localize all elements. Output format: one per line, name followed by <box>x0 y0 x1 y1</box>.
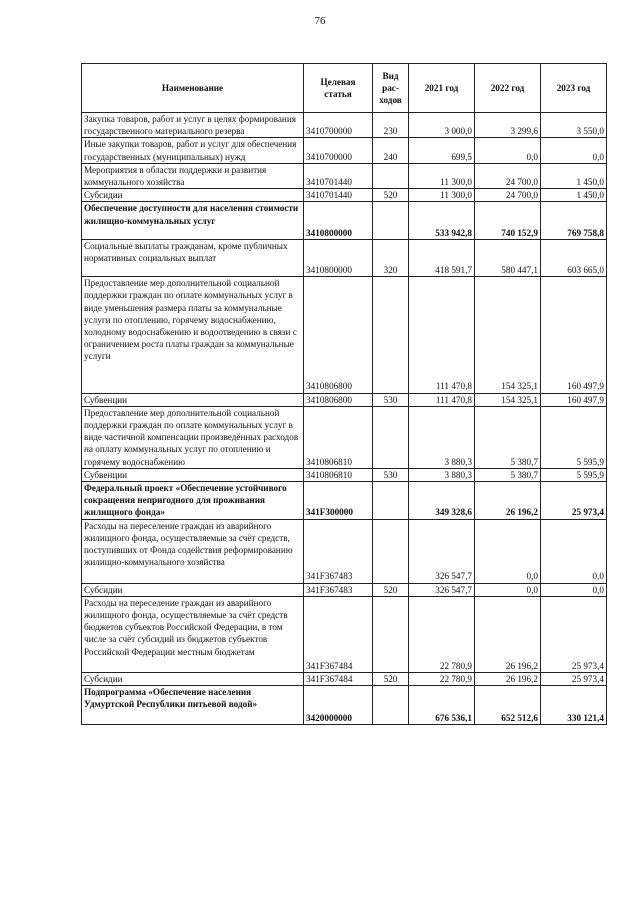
row-2021: 11 300,0 <box>409 189 475 202</box>
budget-table <box>81 63 607 725</box>
row-type: 520 <box>373 672 409 685</box>
row-name: Обеспечение доступности для населения стоимости жилищно-коммунальных услуг <box>82 202 304 239</box>
row-2022: 0,0 <box>475 138 541 163</box>
row-name: Субвенции <box>82 393 304 406</box>
table-row <box>82 672 607 685</box>
table-row <box>82 239 607 276</box>
row-code: 341F367483 <box>304 519 373 583</box>
row-code: 3410806800 <box>304 277 373 393</box>
row-code: 3420000000 <box>304 685 373 724</box>
row-code: 3410800000 <box>304 239 373 276</box>
row-code: 3410806810 <box>304 406 373 468</box>
row-code: 341F367483 <box>304 583 373 596</box>
row-type <box>373 277 409 393</box>
row-type: 320 <box>373 239 409 276</box>
row-type <box>373 519 409 583</box>
row-2023: 330 121,4 <box>541 685 607 724</box>
row-2021: 111 470,8 <box>409 277 475 393</box>
table-row <box>82 202 607 239</box>
row-type <box>373 596 409 672</box>
row-2023: 0,0 <box>541 583 607 596</box>
row-type: 520 <box>373 583 409 596</box>
row-code: 3410701440 <box>304 189 373 202</box>
row-2022: 740 152,9 <box>475 202 541 239</box>
row-2022: 154 325,1 <box>475 277 541 393</box>
header-name: Наименование <box>82 64 304 113</box>
row-name: Субсидии <box>82 583 304 596</box>
table-header-row <box>82 64 607 113</box>
row-code: 341F367484 <box>304 596 373 672</box>
row-code: 3410700000 <box>304 138 373 163</box>
table-row <box>82 277 607 393</box>
row-2023: 1 450,0 <box>541 189 607 202</box>
row-2021: 22 780,9 <box>409 596 475 672</box>
row-2022: 26 196,2 <box>475 596 541 672</box>
row-2022: 154 325,1 <box>475 393 541 406</box>
row-2021: 349 328,6 <box>409 482 475 520</box>
row-code: 3410700000 <box>304 113 373 138</box>
table-row <box>82 138 607 163</box>
row-2021: 22 780,9 <box>409 672 475 685</box>
header-2022: 2022 год <box>475 64 541 113</box>
row-code: 3410806810 <box>304 468 373 481</box>
header-2023: 2023 год <box>541 64 607 113</box>
row-code: 341F367484 <box>304 672 373 685</box>
row-2023: 25 973,4 <box>541 596 607 672</box>
row-2022: 0,0 <box>475 519 541 583</box>
row-code: 341F300000 <box>304 482 373 520</box>
header-2021: 2021 год <box>409 64 475 113</box>
row-name: Подпрограмма «Обеспечение населения Удмуртской Республики питьевой водой» <box>82 685 304 724</box>
table-row <box>82 482 607 520</box>
row-2022: 5 380,7 <box>475 406 541 468</box>
row-2022: 652 512,6 <box>475 685 541 724</box>
row-2022: 3 299,6 <box>475 113 541 138</box>
page-number: 76 <box>314 15 326 27</box>
row-2021: 111 470,8 <box>409 393 475 406</box>
row-name: Федеральный проект «Обеспечение устойчивого сокращения непригодного для проживания жилищного фонда» <box>82 482 304 520</box>
row-2021: 418 591,7 <box>409 239 475 276</box>
row-2022: 26 196,2 <box>475 672 541 685</box>
row-2022: 24 700,0 <box>475 189 541 202</box>
row-2021: 3 000,0 <box>409 113 475 138</box>
table-row <box>82 519 607 583</box>
row-2023: 5 595,9 <box>541 468 607 481</box>
table-row <box>82 685 607 724</box>
row-2023: 1 450,0 <box>541 163 607 188</box>
row-2021: 676 536,1 <box>409 685 475 724</box>
row-name: Предоставление мер дополнительной социальной поддержки граждан по оплате коммунальных услуг в виде уменьшения размера платы за коммунальные услуги по отоплению, горячему водоснабжению, холодному водоснабжению и водоотведению в связи с ограничением роста платы граждан за коммунальные услуги <box>82 277 304 393</box>
row-2021: 3 880,3 <box>409 406 475 468</box>
row-2023: 0,0 <box>541 519 607 583</box>
row-2023: 160 497,9 <box>541 277 607 393</box>
row-2023: 25 973,4 <box>541 482 607 520</box>
row-type: 520 <box>373 189 409 202</box>
table-row <box>82 393 607 406</box>
table-row <box>82 189 607 202</box>
row-name: Закупка товаров, работ и услуг в целях формирования государственного материального резерва <box>82 113 304 138</box>
row-code: 3410806800 <box>304 393 373 406</box>
table-row <box>82 583 607 596</box>
row-type: 530 <box>373 393 409 406</box>
row-name: Субвенции <box>82 468 304 481</box>
row-2023: 25 973,4 <box>541 672 607 685</box>
table-row <box>82 406 607 468</box>
row-2021: 699,5 <box>409 138 475 163</box>
row-type <box>373 482 409 520</box>
table-row <box>82 113 607 138</box>
row-2021: 326 547,7 <box>409 583 475 596</box>
row-2023: 5 595,9 <box>541 406 607 468</box>
row-name: Социальные выплаты гражданам, кроме публичных нормативных социальных выплат <box>82 239 304 276</box>
row-type <box>373 163 409 188</box>
row-type <box>373 685 409 724</box>
row-2023: 769 758,8 <box>541 202 607 239</box>
row-name: Субсидии <box>82 189 304 202</box>
row-type: 230 <box>373 113 409 138</box>
row-2021: 326 547,7 <box>409 519 475 583</box>
row-2022: 26 196,2 <box>475 482 541 520</box>
header-code: Целевая статья <box>304 64 373 113</box>
row-2023: 603 665,0 <box>541 239 607 276</box>
table-row <box>82 596 607 672</box>
row-name: Иные закупки товаров, работ и услуг для обеспечения государственных (муниципальных) нужд <box>82 138 304 163</box>
table-row <box>82 468 607 481</box>
row-2021: 533 942,8 <box>409 202 475 239</box>
row-2023: 160 497,9 <box>541 393 607 406</box>
row-code: 3410800000 <box>304 202 373 239</box>
table-row <box>82 163 607 188</box>
row-2022: 24 700,0 <box>475 163 541 188</box>
row-type <box>373 406 409 468</box>
row-name: Расходы на переселение граждан из аварийного жилищного фонда, осуществляемые за счёт средств бюджетов субъектов Российской Федерации, в том числе за счёт субсидий из бюджетов субъектов Российской Федерации местным бюджетам <box>82 596 304 672</box>
row-name: Расходы на переселение граждан из аварийного жилищного фонда, осуществляемые за счёт средств, поступивших от Фонда содействия реформированию жилищно-коммунального хозяйства <box>82 519 304 583</box>
row-2022: 580 447,1 <box>475 239 541 276</box>
row-2021: 11 300,0 <box>409 163 475 188</box>
row-type <box>373 202 409 239</box>
row-name: Субсидии <box>82 672 304 685</box>
row-name: Мероприятия в области поддержки и развития коммунального хозяйства <box>82 163 304 188</box>
row-type: 530 <box>373 468 409 481</box>
table-body <box>82 113 607 725</box>
row-type: 240 <box>373 138 409 163</box>
row-2023: 0,0 <box>541 138 607 163</box>
row-name: Предоставление мер дополнительной социальной поддержки граждан по оплате коммунальных услуг в виде частичной компенсации произведённых расходов на оплату коммунальных услуг по отоплению и горячему водоснабжению <box>82 406 304 468</box>
header-type: Вид рас-ходов <box>373 64 409 113</box>
row-code: 3410701440 <box>304 163 373 188</box>
row-2021: 3 880,3 <box>409 468 475 481</box>
row-2022: 0,0 <box>475 583 541 596</box>
row-2023: 3 550,0 <box>541 113 607 138</box>
row-2022: 5 380,7 <box>475 468 541 481</box>
